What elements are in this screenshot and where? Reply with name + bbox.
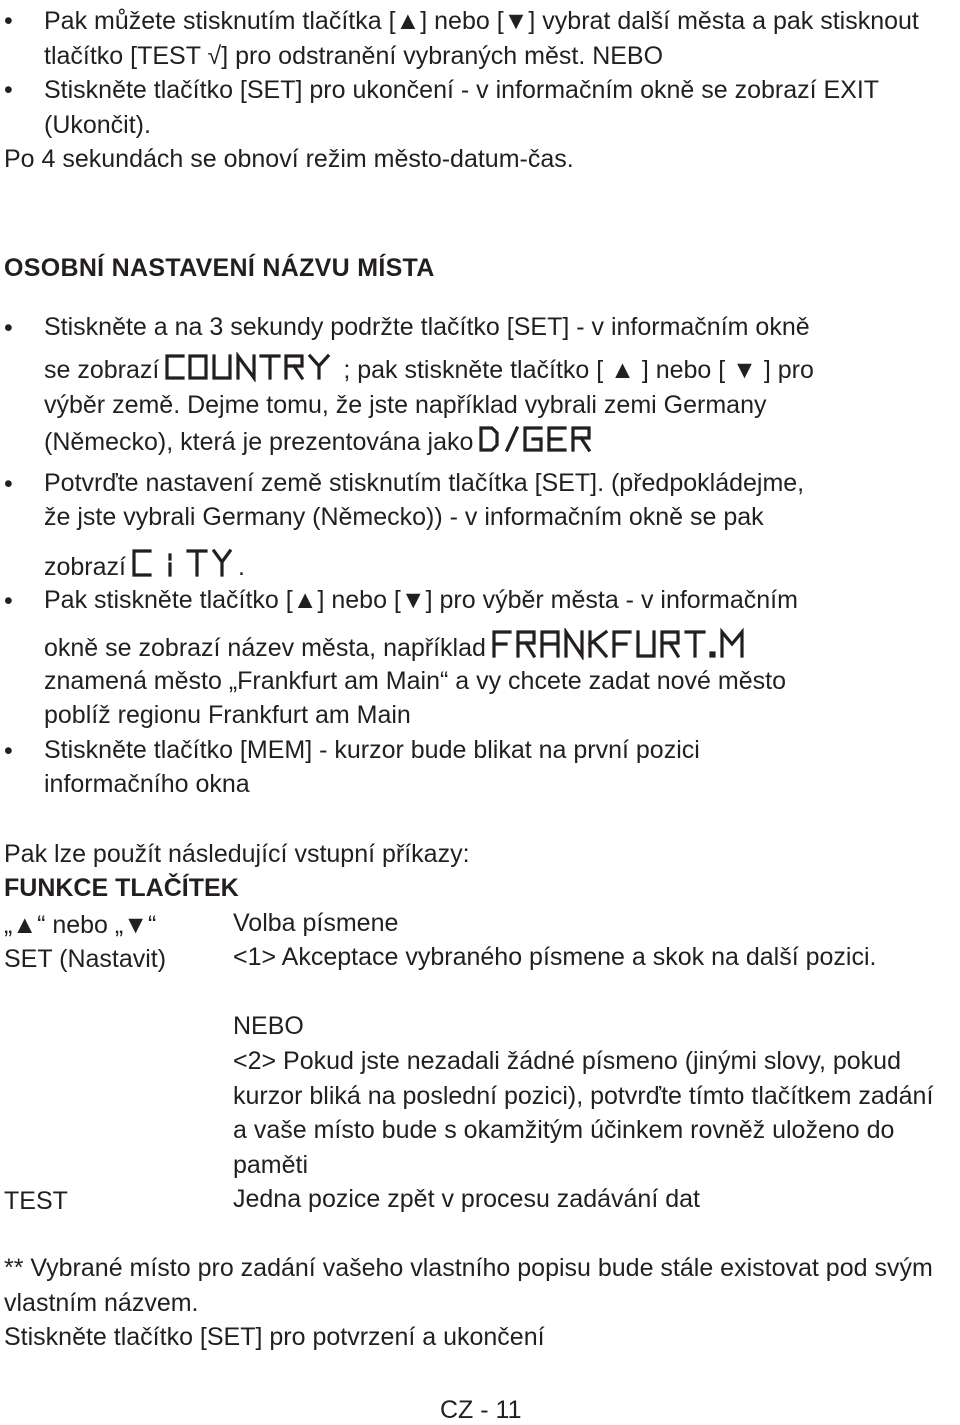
step-4-line-1: Stiskněte tlačítko [MEM] - kurzor bude blikat na první pozici (44, 736, 700, 764)
footnote-text: ** Vybrané místo pro zadání vašeho vlastního popisu bude stále existovat pod svým vlastním názvem. (4, 1254, 933, 1317)
commands-title: FUNKCE TLAČÍTEK (4, 874, 239, 902)
test-term: TEST (4, 1187, 68, 1215)
step-2-pre-text: zobrazí (44, 553, 126, 581)
section-title: OSOBNÍ NASTAVENÍ NÁZVU MÍSTA (4, 254, 435, 282)
lcd-dger-display (477, 424, 605, 454)
footnote-confirm: Stiskněte tlačítko [SET] pro potvrzení a ukončení (4, 1323, 545, 1351)
test-definition: Jedna pozice zpět v procesu zadávání dat (233, 1185, 700, 1213)
bullet-mark: • (4, 7, 13, 35)
step-1-line-2 (44, 352, 952, 388)
commands-intro: Pak lze použít následující vstupní příkazy: (4, 840, 470, 868)
step-3-pre-text: okně se zobrazí název města, například (44, 634, 486, 662)
step-1-line-3: výběr země. Dejme tomu, že jste například vybrali zemi Germany (44, 391, 767, 419)
arrows-definition: Volba písmene (233, 909, 399, 937)
set-definition-1: <1> Akceptace vybraného písmene a skok na další pozici. (233, 943, 877, 971)
intro-note: Po 4 sekundách se obnoví režim město-datum-čas. (4, 145, 574, 173)
step-1-line-1: Stiskněte a na 3 sekundy podržte tlačítko [SET] - v informačním okně (44, 313, 810, 341)
step-1-line-4 (44, 424, 952, 460)
step-2-post-text: . (237, 553, 245, 581)
bullet-mark: • (4, 314, 13, 342)
step-4-line-2: informačního okna (44, 770, 250, 798)
intro-bullet-2-text: Stiskněte tlačítko [SET] pro ukončení - v informačním okně se zobrazí EXIT (Ukončit). (44, 76, 879, 139)
lcd-frankfurt-display (490, 628, 776, 660)
step-2-line-1: Potvrďte nastavení země stisknutím tlačítka [SET]. (předpokládejme, (44, 469, 805, 497)
step-3-line-2 (44, 628, 952, 666)
bullet-mark: • (4, 587, 13, 615)
step-3-line-4: poblíž regionu Frankfurt am Main (44, 701, 411, 729)
step-2-line-2: že jste vybrali Germany (Německo)) - v informačním okně se pak (44, 503, 764, 531)
step-1-post-text: ; pak stiskněte tlačítko [ ▲ ] nebo [ ▼ ] pro (343, 356, 814, 384)
bullet-mark: • (4, 76, 13, 104)
step-1-pre-text: se zobrazí (44, 356, 160, 384)
intro-bullet-1-text: Pak můžete stisknutím tlačítka [▲] nebo [▼] vybrat další města a pak stisknout tlačítko [TEST √] pro odstranění vybraných měst. NEBO (44, 7, 919, 70)
arrows-term: „▲“ nebo „▼“ (4, 911, 157, 939)
step-2-line-3 (44, 547, 952, 585)
page-number: CZ - 11 (440, 1396, 522, 1424)
step-1-pre-text-2: (Německo), která je prezentována jako (44, 428, 474, 456)
lcd-country-display (163, 352, 339, 382)
lcd-city-display (130, 547, 234, 579)
bullet-mark: • (4, 470, 13, 498)
set-term: SET (Nastavit) (4, 945, 167, 973)
step-3-line-1: Pak stiskněte tlačítko [▲] nebo [▼] pro výběr města - v informačním (44, 586, 798, 614)
set-definition-2: <2> Pokud jste nezadali žádné písmeno (jinými slovy, pokud kurzor bliká na poslední pozici), potvrďte tímto tlačítkem zadání a vaše místo bude s okamžitým účinkem rovněž uloženo do paměti (233, 1047, 934, 1179)
set-or: NEBO (233, 1012, 304, 1040)
bullet-mark: • (4, 737, 13, 765)
step-3-line-3: znamená město „Frankfurt am Main“ a vy chcete zadat nové město (44, 667, 786, 695)
